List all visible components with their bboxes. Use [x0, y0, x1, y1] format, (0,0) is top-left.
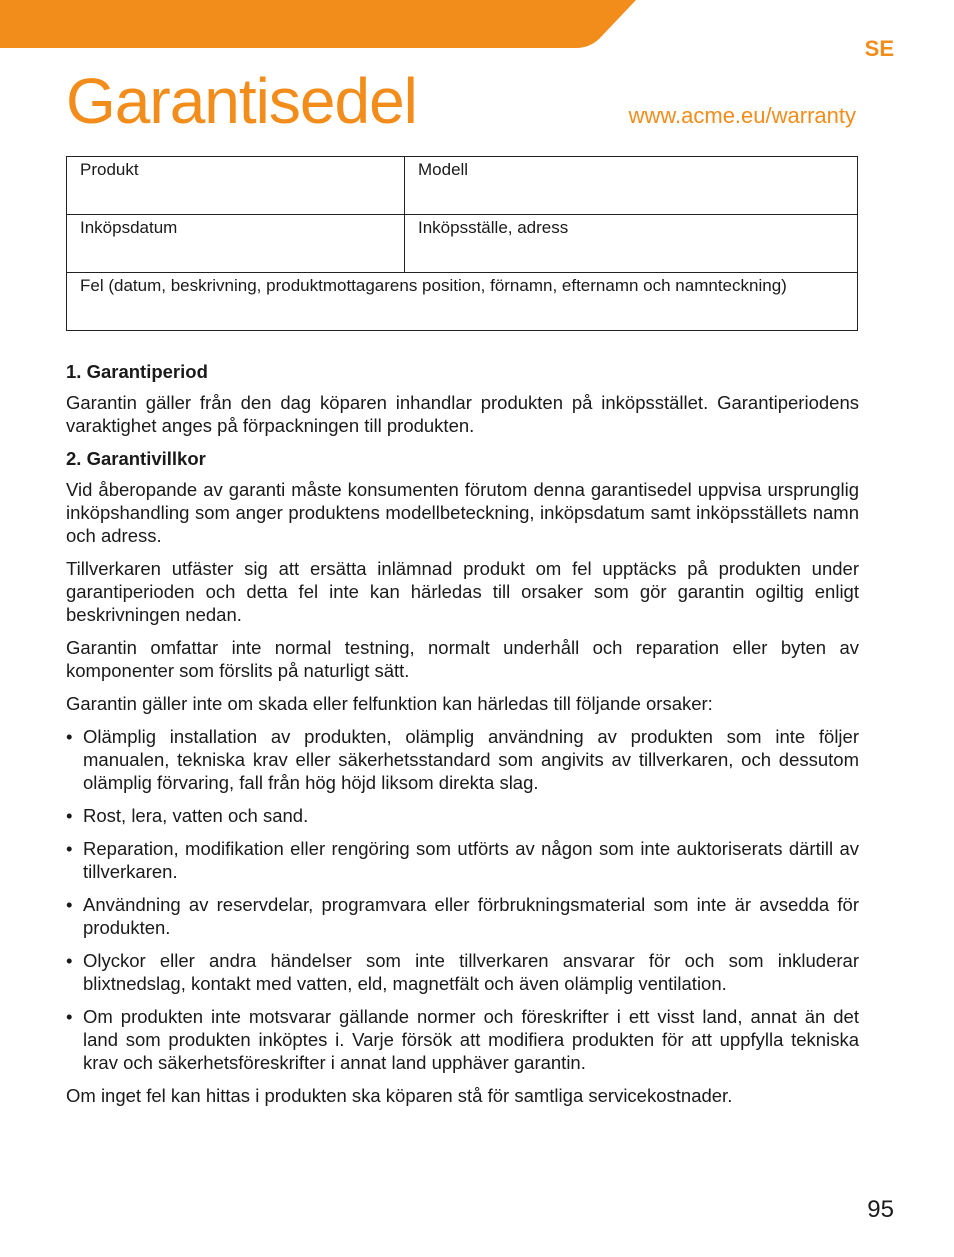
paragraph: Tillverkaren utfäster sig att ersätta inlämnad produkt om fel upptäcks på produkten under garantiperioden och detta fel inte kan härledas till orsaker som gör garantin ogiltig enligt beskrivningen nedan. — [66, 558, 859, 625]
purchase-date-field[interactable] — [67, 215, 405, 273]
page-title: Garantisedel — [66, 65, 417, 137]
paragraph: Garantin gäller från den dag köparen inhandlar produkten på inköpsstället. Garantiperiodens varaktighet anges på förpackningen till produkten. — [66, 392, 859, 436]
purchase-place-field[interactable] — [405, 215, 858, 273]
model-label: Modell — [418, 160, 469, 179]
form-row — [67, 273, 858, 331]
paragraph: Vid åberopande av garanti måste konsumenten förutom denna garantisedel uppvisa ursprunglig inköpshandling som anger produktens modellbeteckning, inköpsdatum samt inköpsställets namn och adress. — [66, 479, 859, 546]
orange-header-bar — [0, 0, 640, 50]
list-item: • Rost, lera, vatten och sand. — [66, 804, 859, 827]
form-row — [67, 157, 858, 215]
form-row — [67, 215, 858, 273]
product-label: Produkt — [80, 160, 139, 179]
purchase-date-label: Inköpsdatum — [80, 218, 178, 237]
defect-label: Fel (datum, beskrivning, produktmottagarens position, förnamn, efternamn och namnteckning) — [80, 276, 787, 295]
purchase-place-label: Inköpsställe, adress — [418, 218, 569, 237]
list-item: • Olyckor eller andra händelser som inte tillverkaren ansvarar för och som inkluderar blixtnedslag, kontakt med vatten, eld, magnetfält och även olämplig ventilation. — [66, 949, 859, 995]
product-field[interactable] — [67, 157, 405, 215]
list-item: • Om produkten inte motsvarar gällande normer och föreskrifter i ett visst land, annat än det land som produkten inköptes i. Varje försök att modifiera produkten för att uppfylla tekniska krav och säkerhetsföreskrifter i annat land upphäver garantin. — [66, 1005, 859, 1074]
paragraph: Om inget fel kan hittas i produkten ska köparen stå för samtliga servicekostnader. — [66, 1085, 733, 1106]
warranty-url: www.acme.eu/warranty — [628, 103, 856, 128]
warranty-terms — [66, 360, 859, 1117]
paragraph: Garantin gäller inte om skada eller felfunktion kan härledas till följande orsaker: — [66, 693, 713, 714]
page-number: 95 — [867, 1196, 894, 1223]
list-item: • Användning av reservdelar, programvara eller förbrukningsmaterial som inte är avsedda för produkten. — [66, 893, 859, 939]
paragraph: Garantin omfattar inte normal testning, normalt underhåll och reparation eller byten av komponenter som förslits på naturligt sätt. — [66, 637, 859, 681]
language-code: SE — [864, 36, 894, 61]
defect-field[interactable] — [67, 273, 858, 331]
list-item: • Reparation, modifikation eller rengöring som utförts av någon som inte auktoriserats därtill av tillverkaren. — [66, 837, 859, 883]
section-heading-warranty-period: 1. Garantiperiod — [66, 361, 208, 382]
warranty-form-table — [66, 156, 858, 331]
model-field[interactable] — [405, 157, 858, 215]
list-item: • Olämplig installation av produkten, olämplig användning av produkten som inte följer manualen, tekniska krav eller säkerhetsstandard som angivits av tillverkaren, och dessutom olämplig förvaring, fall från hög höjd liksom direkta slag. — [66, 725, 859, 794]
exclusions-list — [66, 725, 859, 1074]
section-heading-warranty-conditions: 2. Garantivillkor — [66, 448, 206, 469]
